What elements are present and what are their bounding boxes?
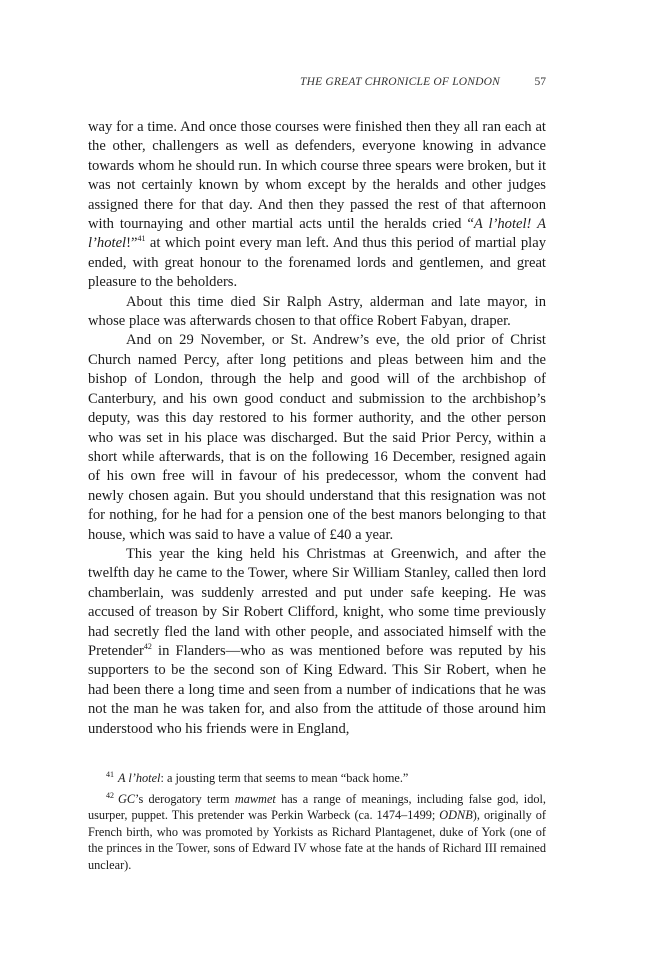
running-head [300, 76, 546, 88]
footnote-term: A l’hotel [118, 771, 161, 785]
body-text [88, 118, 546, 739]
paragraph-prior-percy: And on 29 November, or St. Andrew’s eve, the old prior of Christ Church named Percy, after long petitions and pleas between him and the bishop of London, through the help and good will of the archbishop of Canterbury, and his own good conduct and submission to the archbishop’s deputy, was this day restored to his former authority, and the other person who was set in his place was discharged. But the said Prior Percy, within a short while afterwards, that is on the following 16 December, resigned again of his own free will in favour of his predecessor, whom the convent had newly chosen again. But you should understand that this resignation was not for nothing, for he had for a pension one of the best manors belonging to that house, which was said to have a value of £40 a year. [88, 332, 546, 543]
page-number: 57 [534, 76, 546, 88]
paragraph-astry: About this time died Sir Ralph Astry, alderman and late mayor, in whose place was afterwards chosen to that office Robert Fabyan, draper. [88, 293, 546, 330]
paragraph-text: This year the king held his Christmas at Greenwich, and after the twelfth day he came to the Tower, where Sir William Stanley, called then lord chamberlain, was suddenly arrested and put under safe keeping. He was accused of treason by Sir Robert Clifford, knight, who some time previously had secretly fled the land with other people, and associated himself with the Pretender [88, 545, 546, 659]
footnote-number: 41 [106, 769, 114, 779]
footnotes [88, 770, 546, 878]
footnote-ref-41[interactable]: 41 [137, 234, 146, 244]
footnote-text: ’s derogatory term [135, 791, 235, 806]
footnote-abbrev-gc: GC [118, 791, 136, 806]
running-head-title: THE GREAT CHRONICLE OF LONDON [300, 76, 501, 88]
paragraph-text: way for a time. And once those courses were finished then they all ran each at the other, challengers as well as defenders, everyone knowing in advance towards whom he should run. In which course three spears were broken, but it was not certainly known by whom except by the heralds and other judges assigned there for that day. And then they passed the rest of that afternoon with tournaying and other martial acts until the heralds cried “ [88, 119, 546, 233]
paragraph-tournament [88, 118, 546, 293]
footnote-41 [88, 770, 546, 787]
paragraph-text: in Flanders—who as was mentioned before was reputed by his supporters to be the second son of King Edward. This Sir Robert, when he had been there a long time and seen from a number of indications that he was not the man he was taken for, and also from the attitude of those around him understood who his friends were in England, [88, 642, 546, 737]
paragraph-stanley [88, 545, 546, 739]
footnote-term-mawmet: mawmet [234, 791, 276, 806]
footnote-42 [88, 791, 546, 874]
footnote-abbrev-odnb: ODNB [439, 808, 473, 823]
footnote-text: : a jousting term that seems to mean “back home.” [160, 771, 409, 785]
footnote-ref-42[interactable]: 42 [143, 642, 152, 652]
italic-phrase: A l’hotel! A l’hotel [88, 216, 546, 252]
footnote-text: ), originally of French birth, who was promoted by Yorkists as Richard Plantagenet, duke of York (one of the princes in the Tower, sons of Edward IV whose fate at the hands of Richard III remained unclear). [88, 808, 547, 872]
paragraph-text: !” [126, 235, 138, 252]
paragraph-text: at which point every man left. And thus this period of martial play ended, with great honour to the forenamed lords and gentlemen, and great pleasure to the beholders. [88, 235, 546, 291]
footnote-text: has a range of meanings, including false god, idol, usurper, puppet. This pretender was Perkin Warbeck (ca. 1474–1499; [88, 791, 546, 823]
footnote-number: 42 [106, 790, 114, 800]
